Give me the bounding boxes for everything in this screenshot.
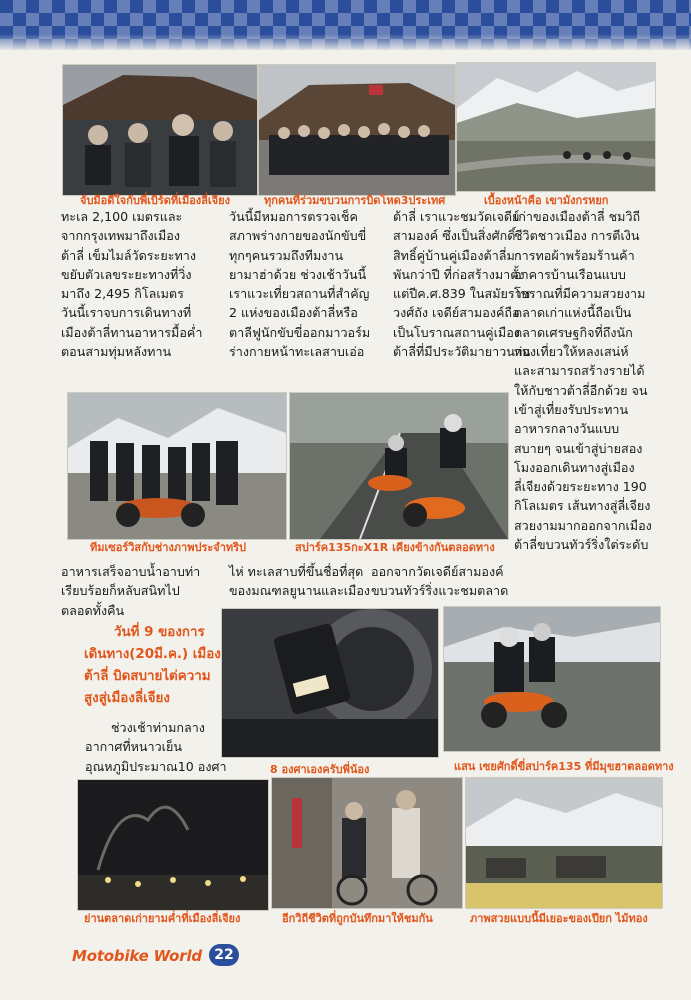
photo-night-market <box>77 779 269 911</box>
photo-service-team <box>67 392 287 540</box>
caption-10: ภาพสวยแบบนี้มีเยอะของเปียก ไม้ทอง <box>470 912 648 925</box>
caption-2: ทุกคนที่ร่วมขบวนการบิดโหด3ประเทศ <box>264 194 446 207</box>
text-mid-1: อาหารเสร็จอาบน้ำอาบท่า เรียบร้อยก็หลับสนิทไป ตลอดทั้งคืน <box>61 564 201 618</box>
text-mid-2: ไห่ ทะเลสาบที่ขึ้นชื่อที่สุด ของมณฑลยูนานและเมือง <box>229 564 371 599</box>
page-number: 22 <box>209 944 239 966</box>
photo-scenery <box>465 777 663 909</box>
photo-group-greeting <box>62 64 258 196</box>
text-column-1: ทะเล 2,100 เมตรและ จากกรุงเทพมาถึงเมือง ต้าลี่ เข็มไมล์วัดระยะทาง ขยับตัวเลขระยะทางที่วิ่ง มาถึง 2,495 กิโลเมตร วันนี้เราจบการเดินทางที่ เมืองต้าลี่ทานอาหารมื้อค่ำ ตอนสามทุ่มหลังทาน <box>61 209 203 360</box>
photo-jade-dragon-mountain <box>456 62 656 192</box>
caption-7: แสน เซยศักดิ์ขี่สปาร์ค135 ที่มีมุขฮาตลอดทาง <box>454 760 674 773</box>
caption-3: เบื้องหน้าคือ เขามังกรหยก <box>484 194 609 207</box>
section-headline: วันที่ 9 ของการ เดินทาง(20มี.ค.) เมือง ต้าลี่ บิดสบายไต่ความ สูงสู่เมืองลี่เจียง <box>84 625 221 706</box>
text-column-3: ต้าลี่ เราแวะชมวัดเจดีย์ สามองค์ ซึ่งเป็นสิ่งศักดิ์ สิทธิ์คู่บ้านคู่เมืองต้าลี่มา พันกว่าปี ที่ก่อสร้างมาตั้ง แต่ปีค.ศ.839 ในสมัยราช วงศ์ถัง เจดีย์สามองค์ถือ เป็นโบราณสถานคู่เมือง ต้าลี่ที่มีประวัติมายาวนาน <box>393 209 531 360</box>
text-column-1b: ช่วงเช้าท่ามกลาง อากาศที่หนาวเย็น อุณหภูมิประมาณ10 องศา <box>85 720 227 774</box>
photo-rider-saen <box>443 606 661 752</box>
caption-5: สปาร์ค135กะX1R เคียงข้างกันตลอดทาง <box>295 541 495 554</box>
text-column-4: เก่าของเมืองต้าลี่ ชมวิถี ชีวิตชาวเมือง การตีเงิน การทอผ้าพร้อมร้านค้า อาคารบ้านเรือนแบบ โบราณที่มีความสวยงาม ตลาดเก่าแห่งนี้ถือเป็น ตลาดเศรษฐกิจที่ถึงนัก ท่องเที่ยวให้หลงเสน่ห์ และสามารถสร้างรายได้ ให้กับชาวต้าลี่อีกด้วย จน เข้าสู่เที่ยงรับประทาน อาหารกลางวันแบบ สบายๆ จนเข้าสู่บ่ายสอง โมงออกเดินทางสู่เมือง ลี่เจียงด้วยระยะทาง 190 กิโลเมตร เส้นทางสู่ลี่เจียง สวยงามมากออกจากเมือง ต้าลี่ขบวนทัวร์ริ่งใต่ระดับ <box>514 209 652 553</box>
photo-thermometer <box>221 608 439 758</box>
text-column-2: วันนี้มีหมอการตรวจเช็ค สภาพร่างกายของนักขับขี่ ทุกๆคนรวมถึงทีมงาน ยามาฮ่าด้วย ช่วงเช้าวันนี้ เราแวะเที่ยวสถานที่สำคัญ 2 แห่งของเมืองต้าลี่หรือ ตาลีฟูนักขับขี่ออกมาวอร์ม ร่างกายหน้าทะเลสาบเอ่อ <box>229 209 371 360</box>
photo-street-life <box>271 777 463 909</box>
header-fade <box>0 34 691 52</box>
text-mid-3: ออกจากวัดเจดีย์สามองค์ ขบวนทัวร์ริ่งแวะชมตลาด <box>371 564 509 599</box>
caption-4: ทีมเซอร์วิสกับช่างภาพประจำทริป <box>90 541 247 554</box>
caption-6: 8 องศาเองครับพี่น้อง <box>270 763 370 776</box>
caption-8: ย่านตลาดเก่ายามค่ำที่เมืองลี่เจียง <box>84 912 241 925</box>
brand-logo: Motobike World <box>72 947 202 965</box>
photo-two-bikes <box>289 392 509 540</box>
caption-9: อีกวิถีชีวิตที่ถูกบันทึกมาให้ชมกัน <box>282 912 433 925</box>
photo-group-riders <box>258 64 456 196</box>
caption-1: จับมือดีใจกับพี่เบิร์ดที่เมืองลี่เจียง <box>80 194 230 207</box>
